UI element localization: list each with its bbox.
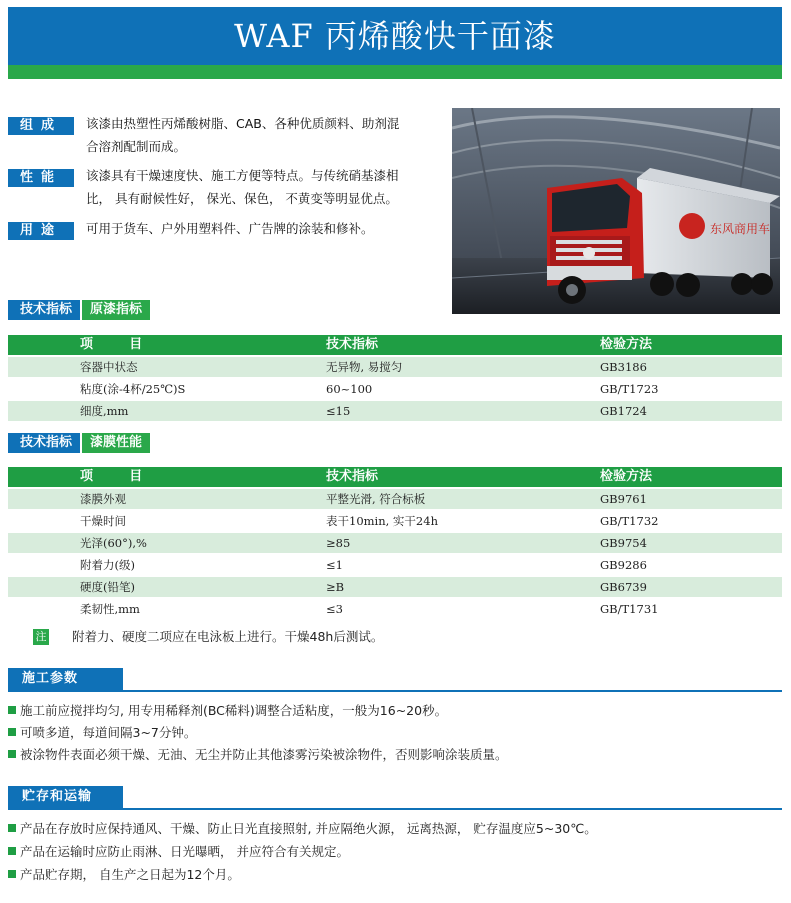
bullet-icon <box>8 750 16 758</box>
table-row <box>8 599 782 619</box>
performance-text <box>86 164 446 210</box>
performance-line-1: 该漆具有干燥速度快、施工方便等特点。与传统硝基漆相 <box>86 168 399 183</box>
row-item: 细度,mm <box>80 404 129 418</box>
red-truck-photo <box>452 108 780 314</box>
row-item: 干燥时间 <box>80 514 126 528</box>
usage-line-1: 可用于货车、户外用塑料件、广告牌的涂装和修补。 <box>86 221 374 236</box>
row-spec: ≥85 <box>326 536 351 550</box>
header-spec: 技术指标 <box>326 469 379 484</box>
row-method: GB9754 <box>600 536 647 550</box>
list-item <box>8 843 349 861</box>
note-tag: 注 <box>33 629 49 645</box>
row-item: 附着力(级) <box>80 558 135 572</box>
row-item: 漆膜外观 <box>80 492 126 506</box>
list-item-text: 施工前应搅拌均匀, 用专用稀释剂(BC稀料)调整合适粘度，一般为16~20秒。 <box>20 703 448 718</box>
header-method: 检验方法 <box>600 337 653 352</box>
row-method: GB/T1723 <box>600 382 659 396</box>
list-item-text: 产品在存放时应保持通风、干燥、防止日光直接照射, 并应隔绝火源， 远离热源， 贮存温度应5~30℃。 <box>20 821 597 836</box>
list-item-text: 产品贮存期， 自生产之日起为12个月。 <box>20 867 240 882</box>
list-item-text: 被涂物件表面必须干燥、无油、无尘并防止其他漆雾污染被涂物件，否则影响涂装质量。 <box>20 747 508 762</box>
table-row <box>8 489 782 509</box>
row-item: 硬度(铅笔) <box>80 580 135 594</box>
table-header <box>8 467 782 487</box>
note-text: 附着力、硬度二项应在电泳板上进行。干燥48h后测试。 <box>72 629 384 644</box>
row-spec: ≤15 <box>326 404 351 418</box>
row-method: GB/T1732 <box>600 514 659 528</box>
film-tag-a: 技术指标 <box>8 433 80 453</box>
bullet-icon <box>8 706 16 714</box>
storage-tag: 贮存和运输 <box>8 786 123 808</box>
raw-paint-tag-b: 原漆指标 <box>82 300 150 320</box>
row-method: GB6739 <box>600 580 647 594</box>
header-method: 检验方法 <box>600 469 653 484</box>
truck-brand-text: 东风商用车 <box>710 222 771 236</box>
composition-line-1: 该漆由热塑性丙烯酸树脂、CAB、各种优质颜料、助剂混 <box>86 116 400 131</box>
film-tag-b: 漆膜性能 <box>82 433 150 453</box>
row-method: GB/T1731 <box>600 602 659 616</box>
row-method: GB9761 <box>600 492 647 506</box>
row-item: 柔韧性,mm <box>80 602 140 616</box>
page-title: WAF 丙烯酸快干面漆 <box>8 7 782 65</box>
row-item: 容器中状态 <box>80 360 138 374</box>
list-item <box>8 724 196 742</box>
construction-divider <box>8 690 782 692</box>
bullet-icon <box>8 728 16 736</box>
row-spec: ≥B <box>326 580 345 594</box>
table-row <box>8 357 782 377</box>
film-section-tag <box>8 433 150 453</box>
raw-paint-table <box>8 335 782 421</box>
row-spec: 平整光滑, 符合标板 <box>326 492 426 506</box>
table-row <box>8 401 782 421</box>
table-header <box>8 335 782 355</box>
row-spec: ≤3 <box>326 602 343 616</box>
list-item <box>8 820 597 838</box>
list-item <box>8 866 240 884</box>
header-item: 项 目 <box>80 469 143 484</box>
header-item: 项 目 <box>80 337 143 352</box>
row-spec: 表干10min, 实干24h <box>326 514 438 528</box>
row-method: GB1724 <box>600 404 647 418</box>
bullet-icon <box>8 870 16 878</box>
list-item <box>8 746 508 764</box>
row-item: 光泽(60°),% <box>80 536 147 550</box>
row-method: GB3186 <box>600 360 647 374</box>
storage-divider <box>8 808 782 810</box>
table-row <box>8 511 782 531</box>
table-row <box>8 577 782 597</box>
row-spec: 无异物, 易搅匀 <box>326 360 403 374</box>
row-item: 粘度(涂-4杯/25℃)S <box>80 382 186 396</box>
usage-tag: 用途 <box>8 222 74 240</box>
list-item <box>8 702 447 720</box>
raw-paint-tag-a: 技术指标 <box>8 300 80 320</box>
row-method: GB9286 <box>600 558 647 572</box>
bullet-icon <box>8 847 16 855</box>
composition-line-2: 合溶剂配制而成。 <box>86 139 187 154</box>
bullet-icon <box>8 824 16 832</box>
construction-tag: 施工参数 <box>8 668 123 690</box>
table-row <box>8 555 782 575</box>
table-row <box>8 379 782 399</box>
header-spec: 技术指标 <box>326 337 379 352</box>
usage-text <box>86 217 446 240</box>
performance-tag: 性能 <box>8 169 74 187</box>
list-item-text: 产品在运输时应防止雨淋、日光曝晒， 并应符合有关规定。 <box>20 844 349 859</box>
truck-illustration <box>452 108 780 314</box>
composition-text <box>86 112 446 158</box>
film-performance-table <box>8 467 782 619</box>
title-stripe <box>8 65 782 79</box>
row-spec: ≤1 <box>326 558 343 572</box>
composition-tag: 组成 <box>8 117 74 135</box>
row-spec: 60~100 <box>326 382 373 396</box>
performance-line-2: 比， 具有耐候性好， 保光、保色， 不黄变等明显优点。 <box>86 191 398 206</box>
table-row <box>8 533 782 553</box>
raw-paint-section-tag <box>8 300 150 320</box>
list-item-text: 可喷多道，每道间隔3~7分钟。 <box>20 725 197 740</box>
